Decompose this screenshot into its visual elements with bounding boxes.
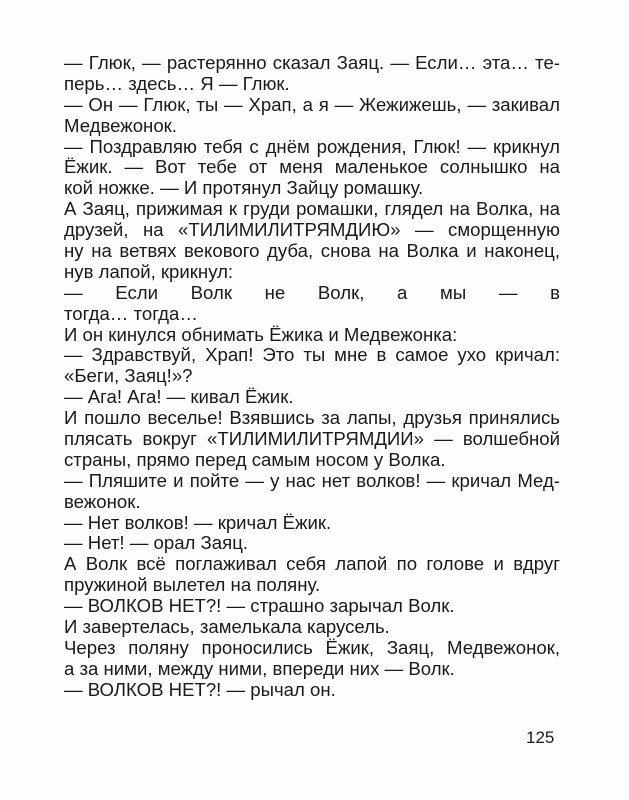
text-line: — ВОЛКОВ НЕТ?! — страшно зарычал Волк. <box>64 595 455 617</box>
text-line: пружиной вылетел на поляну. <box>64 574 321 596</box>
text-line: ну на ветвях векового дуба, снова на Волка и наконец, <box>64 241 560 262</box>
text-line: — Нет волков! — кричал Ёжик. <box>64 511 332 533</box>
text-line: а за ними, между ними, впереди них — Волк. <box>64 657 455 679</box>
text-line: плясать вокруг «ТИЛИМИЛИТРЯМДИИ» — волшебной <box>64 429 560 450</box>
text-line: И пошло веселье! Взявшись за лапы, друзья принялись <box>64 408 560 429</box>
text-line: — Поздравляю тебя с днём рождения, Глюк! — крикнул <box>64 136 560 157</box>
text-line: А Заяц, прижимая к груди ромашки, глядел на Волка, на <box>64 199 560 220</box>
text-line: тогда… тогда… <box>64 302 198 324</box>
text-line: — Здравствуй, Храп! Это ты мне в самое ухо кричал: <box>64 345 560 366</box>
text-line: И завертелась, замелькала карусель. <box>64 616 390 638</box>
text-line: «Беги, Заяц!»? <box>64 365 193 387</box>
text-line: перь… здесь… Я — Глюк. <box>64 72 290 94</box>
text-line: Медвежонок. <box>64 114 177 136</box>
text-line: — Нет! — орал Заяц. <box>64 532 249 554</box>
page-number: 125 <box>526 728 555 747</box>
text-line: вежонок. <box>64 490 141 512</box>
story-text <box>64 53 560 701</box>
text-line: — Если Волк не Волк, а мы — в <box>64 282 560 303</box>
text-line: — Ага! Ага! — кивал Ёжик. <box>64 386 294 408</box>
text-line: — ВОЛКОВ НЕТ?! — рычал он. <box>64 678 336 700</box>
text-line: — Пляшите и пойте — у нас нет волков! — кричал Мед- <box>64 470 560 491</box>
text-line: страны, прямо перед самым носом у Волка. <box>64 448 446 470</box>
text-line: Через поляну проносились Ёжик, Заяц, Медвежонок, <box>64 637 560 658</box>
text-line: нув лапой, крикнул: <box>64 260 234 282</box>
text-line: И он кинулся обнимать Ёжика и Медвежонка: <box>64 323 458 345</box>
text-line: — Глюк, — растерянно сказал Заяц. — Если… эта… те- <box>64 53 560 73</box>
text-line: кой ножке. — И протянул Зайцу ромашку. <box>64 177 424 199</box>
text-line: — Он — Глюк, ты — Храп, а я — Жежижешь, — закивал <box>64 94 560 115</box>
text-line: друзей, на «ТИЛИМИЛИТРЯМДИЮ» — сморщенную <box>64 220 560 241</box>
text-line: А Волк всё поглаживал себя лапой по голове и вдруг <box>64 554 560 575</box>
text-line: Ёжик. — Вот тебе от меня маленькое солнышко на <box>64 157 560 178</box>
